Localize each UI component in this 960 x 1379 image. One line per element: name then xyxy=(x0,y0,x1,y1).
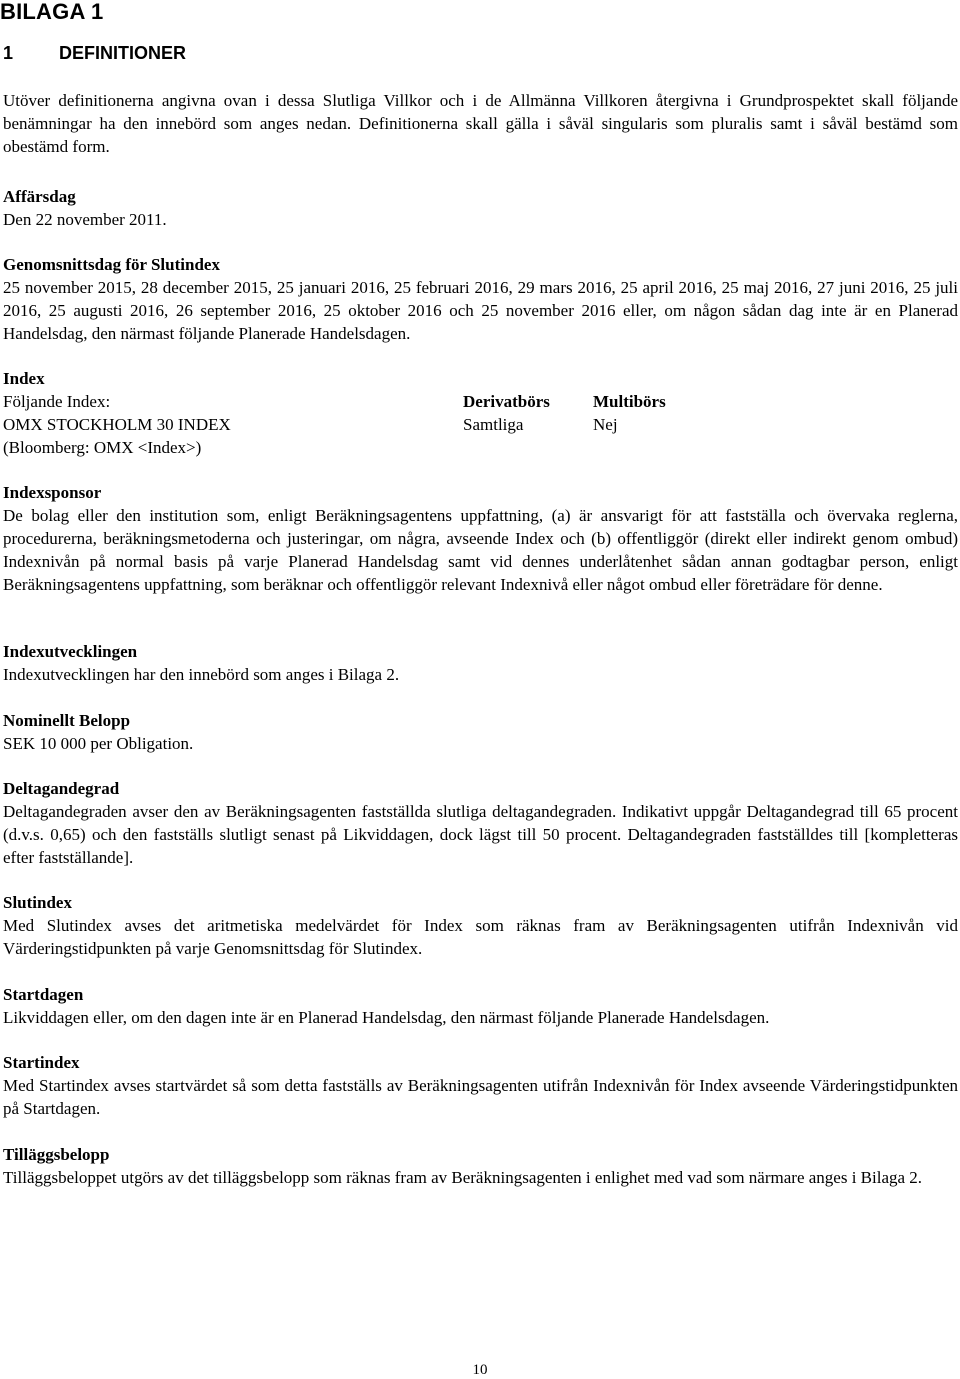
term-text: 25 november 2015, 28 december 2015, 25 januari 2016, 25 februari 2016, 29 mars 2016, 25 april 2016, 25 maj 2016, 27 juni 2016, 25 juli 2016, 25 augusti 2016, 26 september 2016, 25 oktober 2016 och 25 november 2016 eller, om någon sådan dag inte är en Planerad Handelsdag, den närmast följande Planerade Handelsdagen. xyxy=(3,278,958,343)
term-heading: Deltagandegrad xyxy=(3,779,120,798)
index-multibors-value: Nej xyxy=(593,415,618,434)
term-heading: Startdagen xyxy=(3,985,84,1004)
term-heading: Indexutvecklingen xyxy=(3,642,138,661)
term-heading: Index xyxy=(3,369,45,388)
term-text: Indexutvecklingen har den innebörd som anges i Bilaga 2. xyxy=(3,665,400,684)
index-header-col1: Följande Index: xyxy=(3,392,111,411)
definition-nominellt-belopp xyxy=(3,709,958,755)
definition-affarsdag xyxy=(3,185,958,231)
term-text: De bolag eller den institution som, enligt Beräkningsagentens uppfattning, (a) är ansvarigt för att fastställa och övervaka reglerna, procedurerna, beräkningsmetoderna och justeringar, om några, avseende Index och (b) offentliggör (direkt eller indirekt genom ombud) Indexnivån på normal basis på varje Planerad Handelsdag samt vid dennes underlåtenhet sådan annan godtagbar person, enligt Beräkningsagentens uppfattning, som beräknar och offentliggör relevant Indexnivå eller något ombud eller företrädare för denne. xyxy=(3,506,958,594)
definition-startindex xyxy=(3,1051,958,1120)
page-number: 10 xyxy=(472,1362,488,1378)
index-header-derivatbors: Derivatbörs xyxy=(463,392,550,411)
index-table-row xyxy=(3,413,958,436)
definition-deltagandegrad xyxy=(3,777,958,869)
term-text: Med Startindex avses startvärdet så som detta fastställs av Beräkningsagenten utifrån Indexnivån för Index avseende Värderingstidpunkten på Startdagen. xyxy=(3,1076,958,1118)
term-heading: Startindex xyxy=(3,1053,80,1072)
definition-genomsnittsdag xyxy=(3,253,958,345)
term-heading: Nominellt Belopp xyxy=(3,711,131,730)
index-bloomberg-row xyxy=(3,436,958,459)
term-text: Den 22 november 2011. xyxy=(3,210,167,229)
definition-startdagen xyxy=(3,983,958,1029)
term-text: Likviddagen eller, om den dagen inte är en Planerad Handelsdag, den närmast följande Planerade Handelsdagen. xyxy=(3,1008,770,1027)
index-table-header xyxy=(3,390,958,413)
index-header-multibors: Multibörs xyxy=(593,392,666,411)
definition-tillaggsbelopp xyxy=(3,1143,958,1189)
term-heading: Tilläggsbelopp xyxy=(3,1145,110,1164)
definition-indexsponsor xyxy=(3,481,958,596)
term-text: Deltagandegraden avser den av Beräkningsagenten fastställda slutliga deltagandegraden. Indikativt uppgår Deltagandegrad till 65 procent (d.v.s. 0,65) och den fastställs slutligt senast på Likviddagen, dock lägst till 50 procent. Deltagandegraden fastställdes till [kompletteras efter fastställande]. xyxy=(3,802,958,867)
term-text: Tilläggsbeloppet utgörs av det tilläggsbelopp som räknas fram av Beräkningsagenten i enlighet med vad som närmare anges i Bilaga 2. xyxy=(3,1168,923,1187)
index-name: OMX STOCKHOLM 30 INDEX xyxy=(3,415,231,434)
definition-indexutvecklingen xyxy=(3,640,958,686)
index-bloomberg-code: (Bloomberg: OMX <Index>) xyxy=(3,438,202,457)
term-heading: Indexsponsor xyxy=(3,483,102,502)
term-text: SEK 10 000 per Obligation. xyxy=(3,734,194,753)
intro-paragraph-block xyxy=(3,89,958,158)
term-text: Med Slutindex avses det aritmetiska medelvärdet för Index som räknas fram av Beräkningsagenten utifrån Indexnivån vid Värderingstidpunkten på varje Genomsnittsdag för Slutindex. xyxy=(3,916,958,958)
bilaga-title: BILAGA 1 xyxy=(0,0,104,24)
intro-paragraph: Utöver definitionerna angivna ovan i dessa Slutliga Villkor och i de Allmänna Villkoren återgivna i Grundprospektet skall följande benämningar ha den innebörd som anges nedan. Definitionerna skall gälla i såväl singularis som pluralis samt i såväl bestämd som obestämd form. xyxy=(3,91,958,156)
index-derivatbors-value: Samtliga xyxy=(463,415,524,434)
section-title: DEFINITIONER xyxy=(59,43,187,63)
definition-index xyxy=(3,367,958,459)
section-number: 1 xyxy=(3,43,14,63)
term-heading: Affärsdag xyxy=(3,187,76,206)
definition-slutindex xyxy=(3,891,958,960)
section-heading xyxy=(3,43,186,64)
term-heading: Slutindex xyxy=(3,893,72,912)
term-heading: Genomsnittsdag för Slutindex xyxy=(3,255,220,274)
